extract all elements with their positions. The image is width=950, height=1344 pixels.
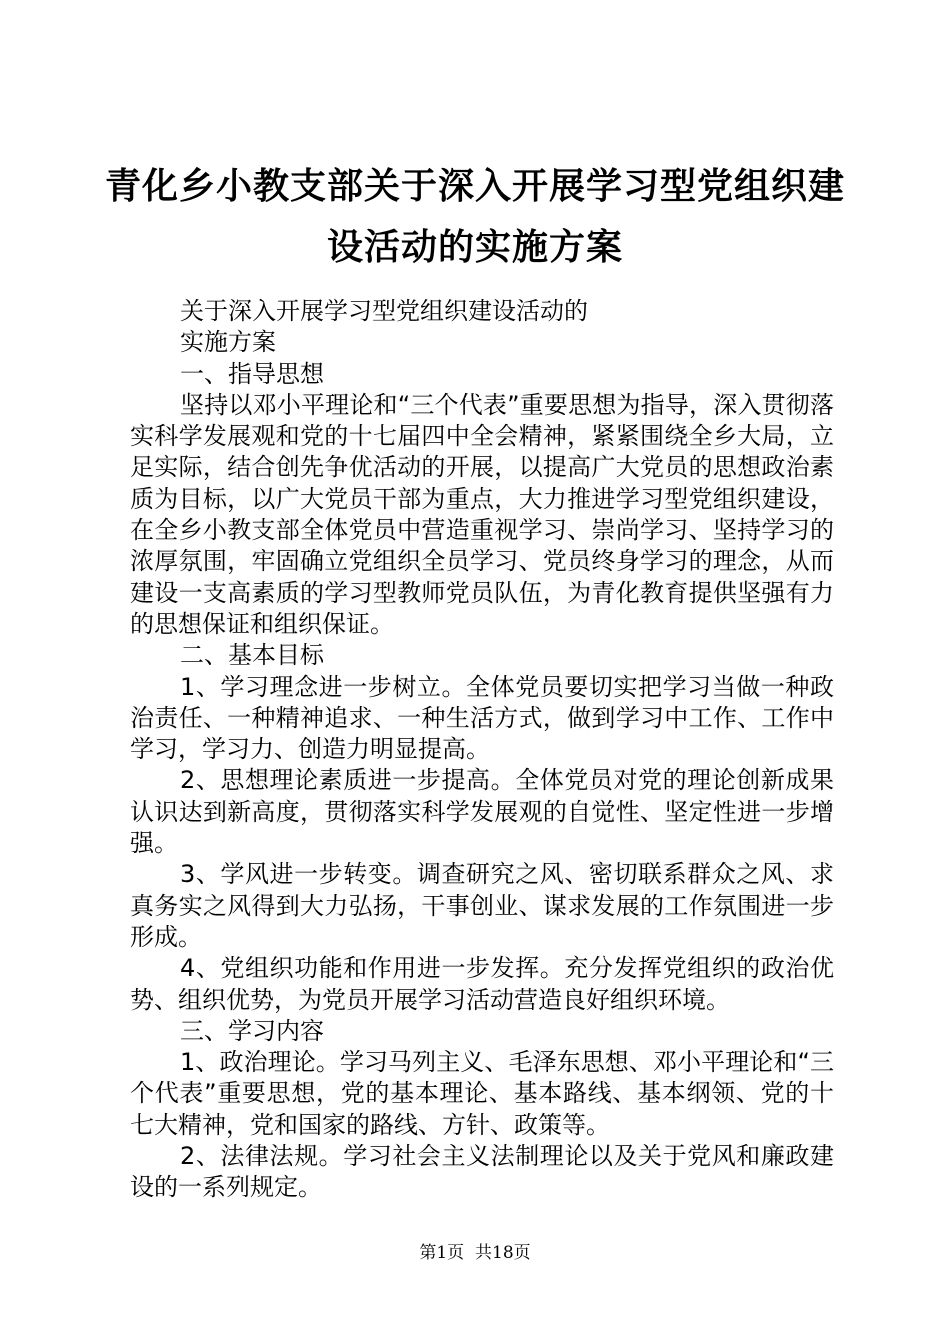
document-title-line-2: 设活动的实施方案 xyxy=(326,226,623,268)
paragraph-goal-2: 2、思想理论素质进一步提高。全体党员对党的理论创新成果认识达到新高度，贯彻落实科学发展观的自觉性、坚定性进一步增强。 xyxy=(130,766,834,858)
document-title-line-1: 青化乡小教支部关于深入开展学习型党组织建 xyxy=(104,165,845,207)
section-heading-study-content: 三、学习内容 xyxy=(180,1016,324,1045)
paragraph-guiding-ideology: 坚持以邓小平理论和“三个代表”重要思想为指导，深入贯彻落实科学发展观和党的十七届四中全会精神，紧紧围绕全乡大局，立足实际，结合创先争优活动的开展，以提高广大党员的思想政治素质为目标，以广大党员干部为重点，大力推进学习型党组织建设，在全乡小教支部全体党员中营造重视学习、崇尚学习、坚持学习的浓厚氛围，牢固确立党组织全员学习、党员终身学习的理念，从而建设一支高素质的学习型教师党员队伍，为青化教育提供坚强有力的思想保证和组织保证。 xyxy=(130,390,834,638)
section-heading-guiding-ideology: 一、指导思想 xyxy=(180,359,324,388)
document-body xyxy=(130,296,834,1204)
paragraph-content-2: 2、法律法规。学习社会主义法制理论以及关于党风和廉政建设的一系列规定。 xyxy=(130,1142,834,1202)
paragraph-goal-4: 4、党组织功能和作用进一步发挥。充分发挥党组织的政治优势、组织优势，为党员开展学习活动营造良好组织环境。 xyxy=(130,954,834,1014)
page-total: 共18页 xyxy=(475,1243,531,1263)
page-number: 第1页 xyxy=(419,1243,465,1263)
subtitle-line-2: 实施方案 xyxy=(180,328,276,357)
subtitle-line-1: 关于深入开展学习型党组织建设活动的 xyxy=(180,297,588,325)
paragraph-content-1: 1、政治理论。学习马列主义、毛泽东思想、邓小平理论和“三个代表”重要思想，党的基本理论、基本路线、基本纲领、党的十七大精神，党和国家的路线、方针、政策等。 xyxy=(130,1048,834,1139)
paragraph-goal-1: 1、学习理念进一步树立。全体党员要切实把学习当做一种政治责任、一种精神追求、一种生活方式，做到学习中工作、工作中学习，学习力、创造力明显提高。 xyxy=(130,672,834,764)
page-footer xyxy=(0,1242,950,1264)
paragraph-goal-3: 3、学风进一步转变。调查研究之风、密切联系群众之风、求真务实之风得到大力弘扬，干事创业、谋求发展的工作氛围进一步形成。 xyxy=(130,860,834,951)
section-heading-basic-goals: 二、基本目标 xyxy=(180,641,324,670)
